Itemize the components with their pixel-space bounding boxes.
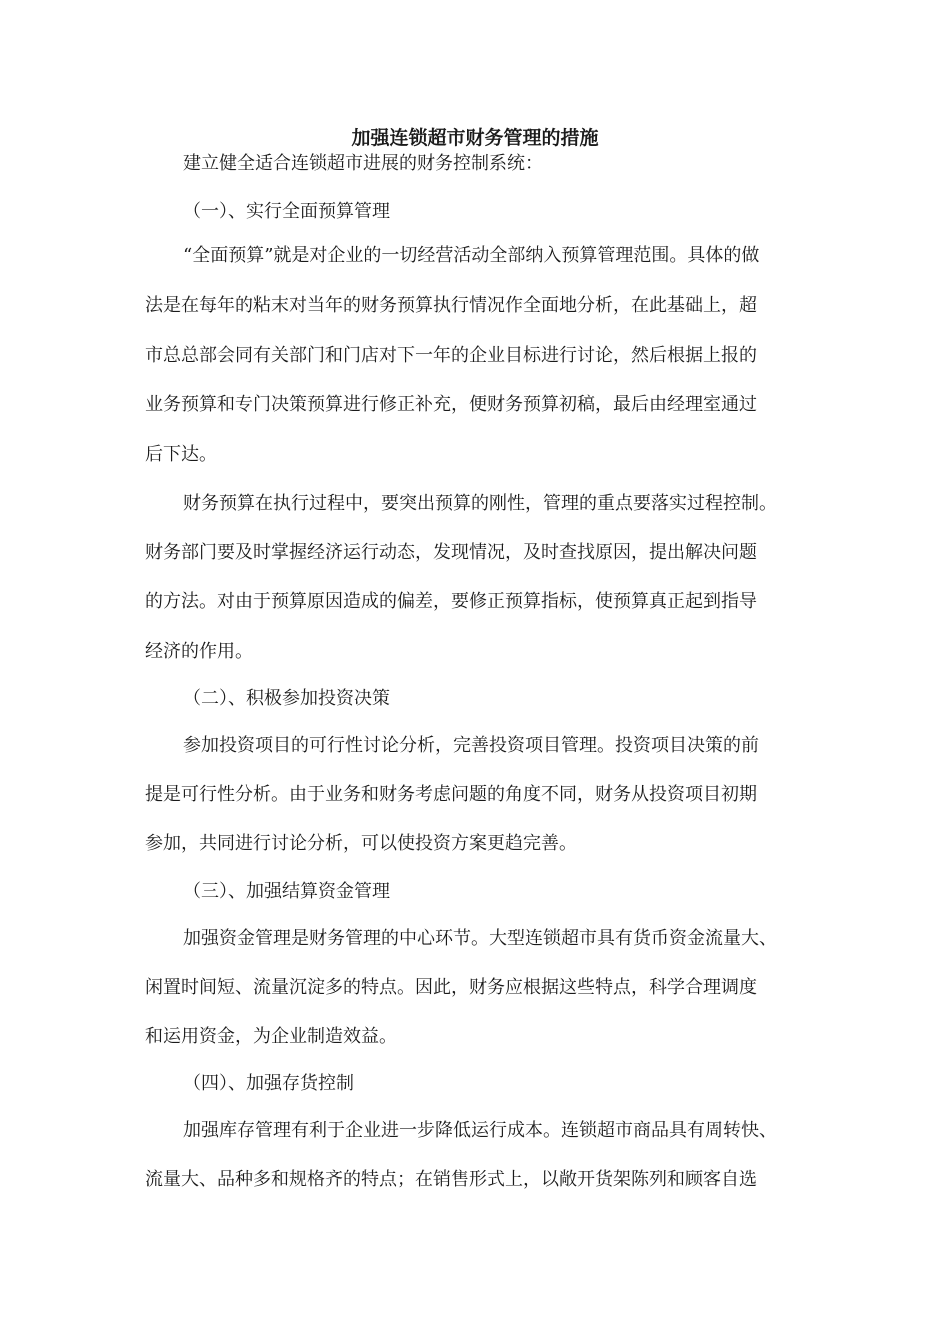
intro-line: 建立健全适合连锁超市进展的财务控制系统： [183, 153, 543, 174]
paragraph-line: 和运用资金，为企业制造效益。 [145, 1026, 397, 1047]
paragraph-line: 后下达。 [145, 444, 217, 465]
paragraph-line: 参加投资项目的可行性讨论分析，完善投资项目管理。投资项目决策的前 [183, 735, 759, 756]
paragraph-line: 加强资金管理是财务管理的中心环节。大型连锁超市具有货币资金流量大、 [183, 928, 777, 949]
section-heading-2: （二）、积极参加投资决策 [183, 688, 390, 709]
paragraph-line: 闲置时间短、流量沉淀多的特点。因此，财务应根据这些特点，科学合理调度 [145, 977, 757, 998]
paragraph-line: 加强库存管理有利于企业进一步降低运行成本。连锁超市商品具有周转快、 [183, 1120, 777, 1141]
paragraph-line: 财务部门要及时掌握经济运行动态，发现情况，及时查找原因，提出解决问题 [145, 542, 757, 563]
paragraph-line: 经济的作用。 [145, 641, 253, 662]
paragraph-line: 参加，共同进行讨论分析，可以使投资方案更趋完善。 [145, 833, 577, 854]
paragraph-line: 的方法。对由于预算原因造成的偏差，要修正预算指标，使预算真正起到指导 [145, 591, 757, 612]
paragraph-line: 市总总部会同有关部门和门店对下一年的企业目标进行讨论，然后根据上报的 [145, 345, 757, 366]
paragraph-line: 提是可行性分析。由于业务和财务考虑问题的角度不同，财务从投资项目初期 [145, 784, 757, 805]
section-heading-4: （四）、加强存货控制 [183, 1073, 354, 1094]
paragraph-line: 财务预算在执行过程中，要突出预算的刚性，管理的重点要落实过程控制。 [183, 493, 777, 514]
paragraph-line: 业务预算和专门决策预算进行修正补充，便财务预算初稿，最后由经理室通过 [145, 394, 757, 415]
paragraph-line: 流量大、品种多和规格齐的特点；在销售形式上，以敞开货架陈列和顾客自选 [145, 1169, 757, 1190]
paragraph-line: “全面预算”就是对企业的一切经营活动全部纳入预算管理范围。具体的做 [183, 245, 760, 266]
paragraph-line: 法是在每年的粘末对当年的财务预算执行情况作全面地分析，在此基础上，超 [145, 295, 757, 316]
document-title: 加强连锁超市财务管理的措施 [351, 127, 599, 149]
section-heading-1: （一）、实行全面预算管理 [183, 201, 390, 222]
section-heading-3: （三）、加强结算资金管理 [183, 881, 390, 902]
